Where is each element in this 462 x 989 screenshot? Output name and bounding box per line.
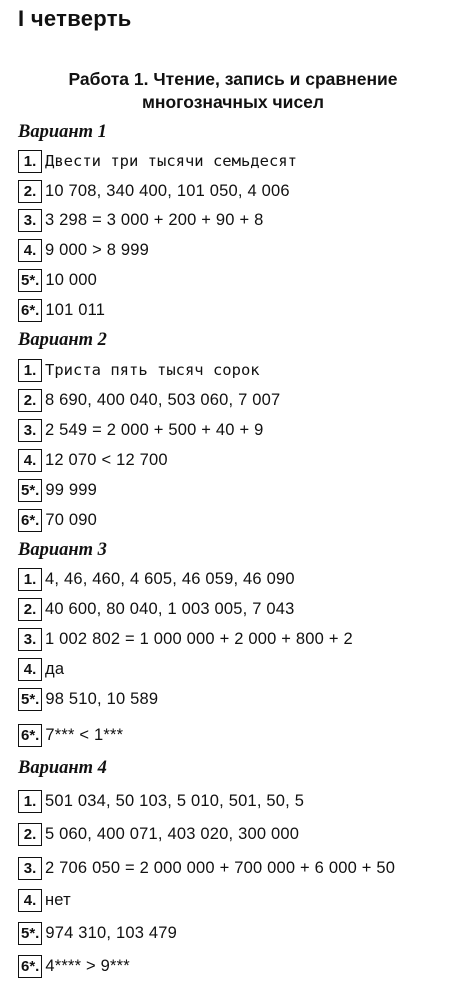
answer-text: 10 000 [45, 270, 98, 289]
variant-4-heading: Вариант 4 [18, 758, 107, 778]
task-number-box: 2. [18, 598, 42, 621]
variant-1-answer-1 [18, 148, 297, 174]
variant-1-answer-3 [18, 207, 263, 233]
variant-1-answer-2 [18, 178, 290, 204]
answer-text: 501 034, 50 103, 5 010, 501, 50, 5 [45, 791, 305, 810]
work-title-line-1: Работа 1. Чтение, запись и сравнение [68, 69, 398, 89]
answer-text: Триста пять тысяч сорок [45, 361, 260, 379]
answer-text: 4, 46, 460, 4 605, 46 059, 46 090 [45, 569, 295, 588]
answer-text: 12 070 < 12 700 [45, 450, 168, 469]
variant-4-answer-3 [18, 855, 395, 881]
answer-text: 98 510, 10 589 [45, 689, 159, 708]
task-number-box: 1. [18, 150, 42, 173]
variant-2-answer-6 [18, 507, 97, 533]
answer-text: 2 549 = 2 000 + 500 + 40 + 9 [45, 420, 264, 439]
task-number-box: 2. [18, 180, 42, 203]
task-number-box: 4. [18, 239, 42, 262]
answer-text: 7*** < 1*** [45, 725, 124, 744]
variant-3-answer-6 [18, 722, 123, 748]
variant-4-answer-2 [18, 821, 299, 847]
task-number-box: 3. [18, 209, 42, 232]
task-number-box: 5*. [18, 922, 42, 945]
task-number-box: 5*. [18, 269, 42, 292]
variant-1-heading: Вариант 1 [18, 122, 107, 142]
answer-text: 4**** > 9*** [45, 956, 130, 975]
task-number-box: 2. [18, 823, 42, 846]
task-number-box: 1. [18, 790, 42, 813]
task-number-box: 6*. [18, 955, 42, 978]
work-title [18, 68, 448, 114]
answer-text: 70 090 [45, 510, 98, 529]
task-number-box: 5*. [18, 479, 42, 502]
variant-1-answer-6 [18, 297, 105, 323]
answer-text: 99 999 [45, 480, 98, 499]
variant-4-answer-6 [18, 953, 130, 979]
answer-text: Двести три тысячи семьдесят [45, 152, 297, 170]
task-number-box: 2. [18, 389, 42, 412]
task-number-box: 3. [18, 419, 42, 442]
answer-text: 974 310, 103 479 [45, 923, 178, 942]
variant-2-answer-3 [18, 417, 263, 443]
task-number-box: 3. [18, 628, 42, 651]
quarter-heading: I четверть [18, 6, 132, 31]
variant-2-heading: Вариант 2 [18, 330, 107, 350]
task-number-box: 1. [18, 359, 42, 382]
answer-text: 8 690, 400 040, 503 060, 7 007 [45, 390, 281, 409]
task-number-box: 4. [18, 658, 42, 681]
variant-3-answer-1 [18, 566, 295, 592]
answer-text: 3 298 = 3 000 + 200 + 90 + 8 [45, 210, 264, 229]
variant-3-answer-4 [18, 656, 64, 682]
variant-2-answer-1 [18, 357, 260, 383]
variant-4-answer-4 [18, 887, 71, 913]
answer-text: да [45, 659, 65, 678]
variant-2-answer-4 [18, 447, 168, 473]
variant-1-answer-4 [18, 237, 149, 263]
answer-text: 101 011 [45, 300, 106, 319]
answer-text: нет [45, 890, 71, 909]
answer-text: 5 060, 400 071, 403 020, 300 000 [45, 824, 300, 843]
task-number-box: 6*. [18, 509, 42, 532]
task-number-box: 3. [18, 857, 42, 880]
variant-2-answer-2 [18, 387, 280, 413]
variant-4-answer-1 [18, 788, 304, 814]
work-title-line-2: многозначных чисел [141, 92, 325, 112]
variant-3-heading: Вариант 3 [18, 540, 107, 560]
variant-3-answer-3 [18, 626, 353, 652]
task-number-box: 4. [18, 889, 42, 912]
task-number-box: 5*. [18, 688, 42, 711]
answer-text: 2 706 050 = 2 000 000 + 700 000 + 6 000 + 50 [45, 858, 396, 877]
variant-3-answer-5 [18, 686, 158, 712]
variant-1-answer-5 [18, 267, 97, 293]
task-number-box: 4. [18, 449, 42, 472]
task-number-box: 6*. [18, 299, 42, 322]
answer-text: 9 000 > 8 999 [45, 240, 149, 259]
answer-text: 40 600, 80 040, 1 003 005, 7 043 [45, 599, 295, 618]
variant-3-answer-2 [18, 596, 295, 622]
variant-2-answer-5 [18, 477, 97, 503]
variant-4-answer-5 [18, 920, 177, 946]
answer-text: 1 002 802 = 1 000 000 + 2 000 + 800 + 2 [45, 629, 353, 648]
task-number-box: 1. [18, 568, 42, 591]
answer-text: 10 708, 340 400, 101 050, 4 006 [45, 181, 290, 200]
task-number-box: 6*. [18, 724, 42, 747]
